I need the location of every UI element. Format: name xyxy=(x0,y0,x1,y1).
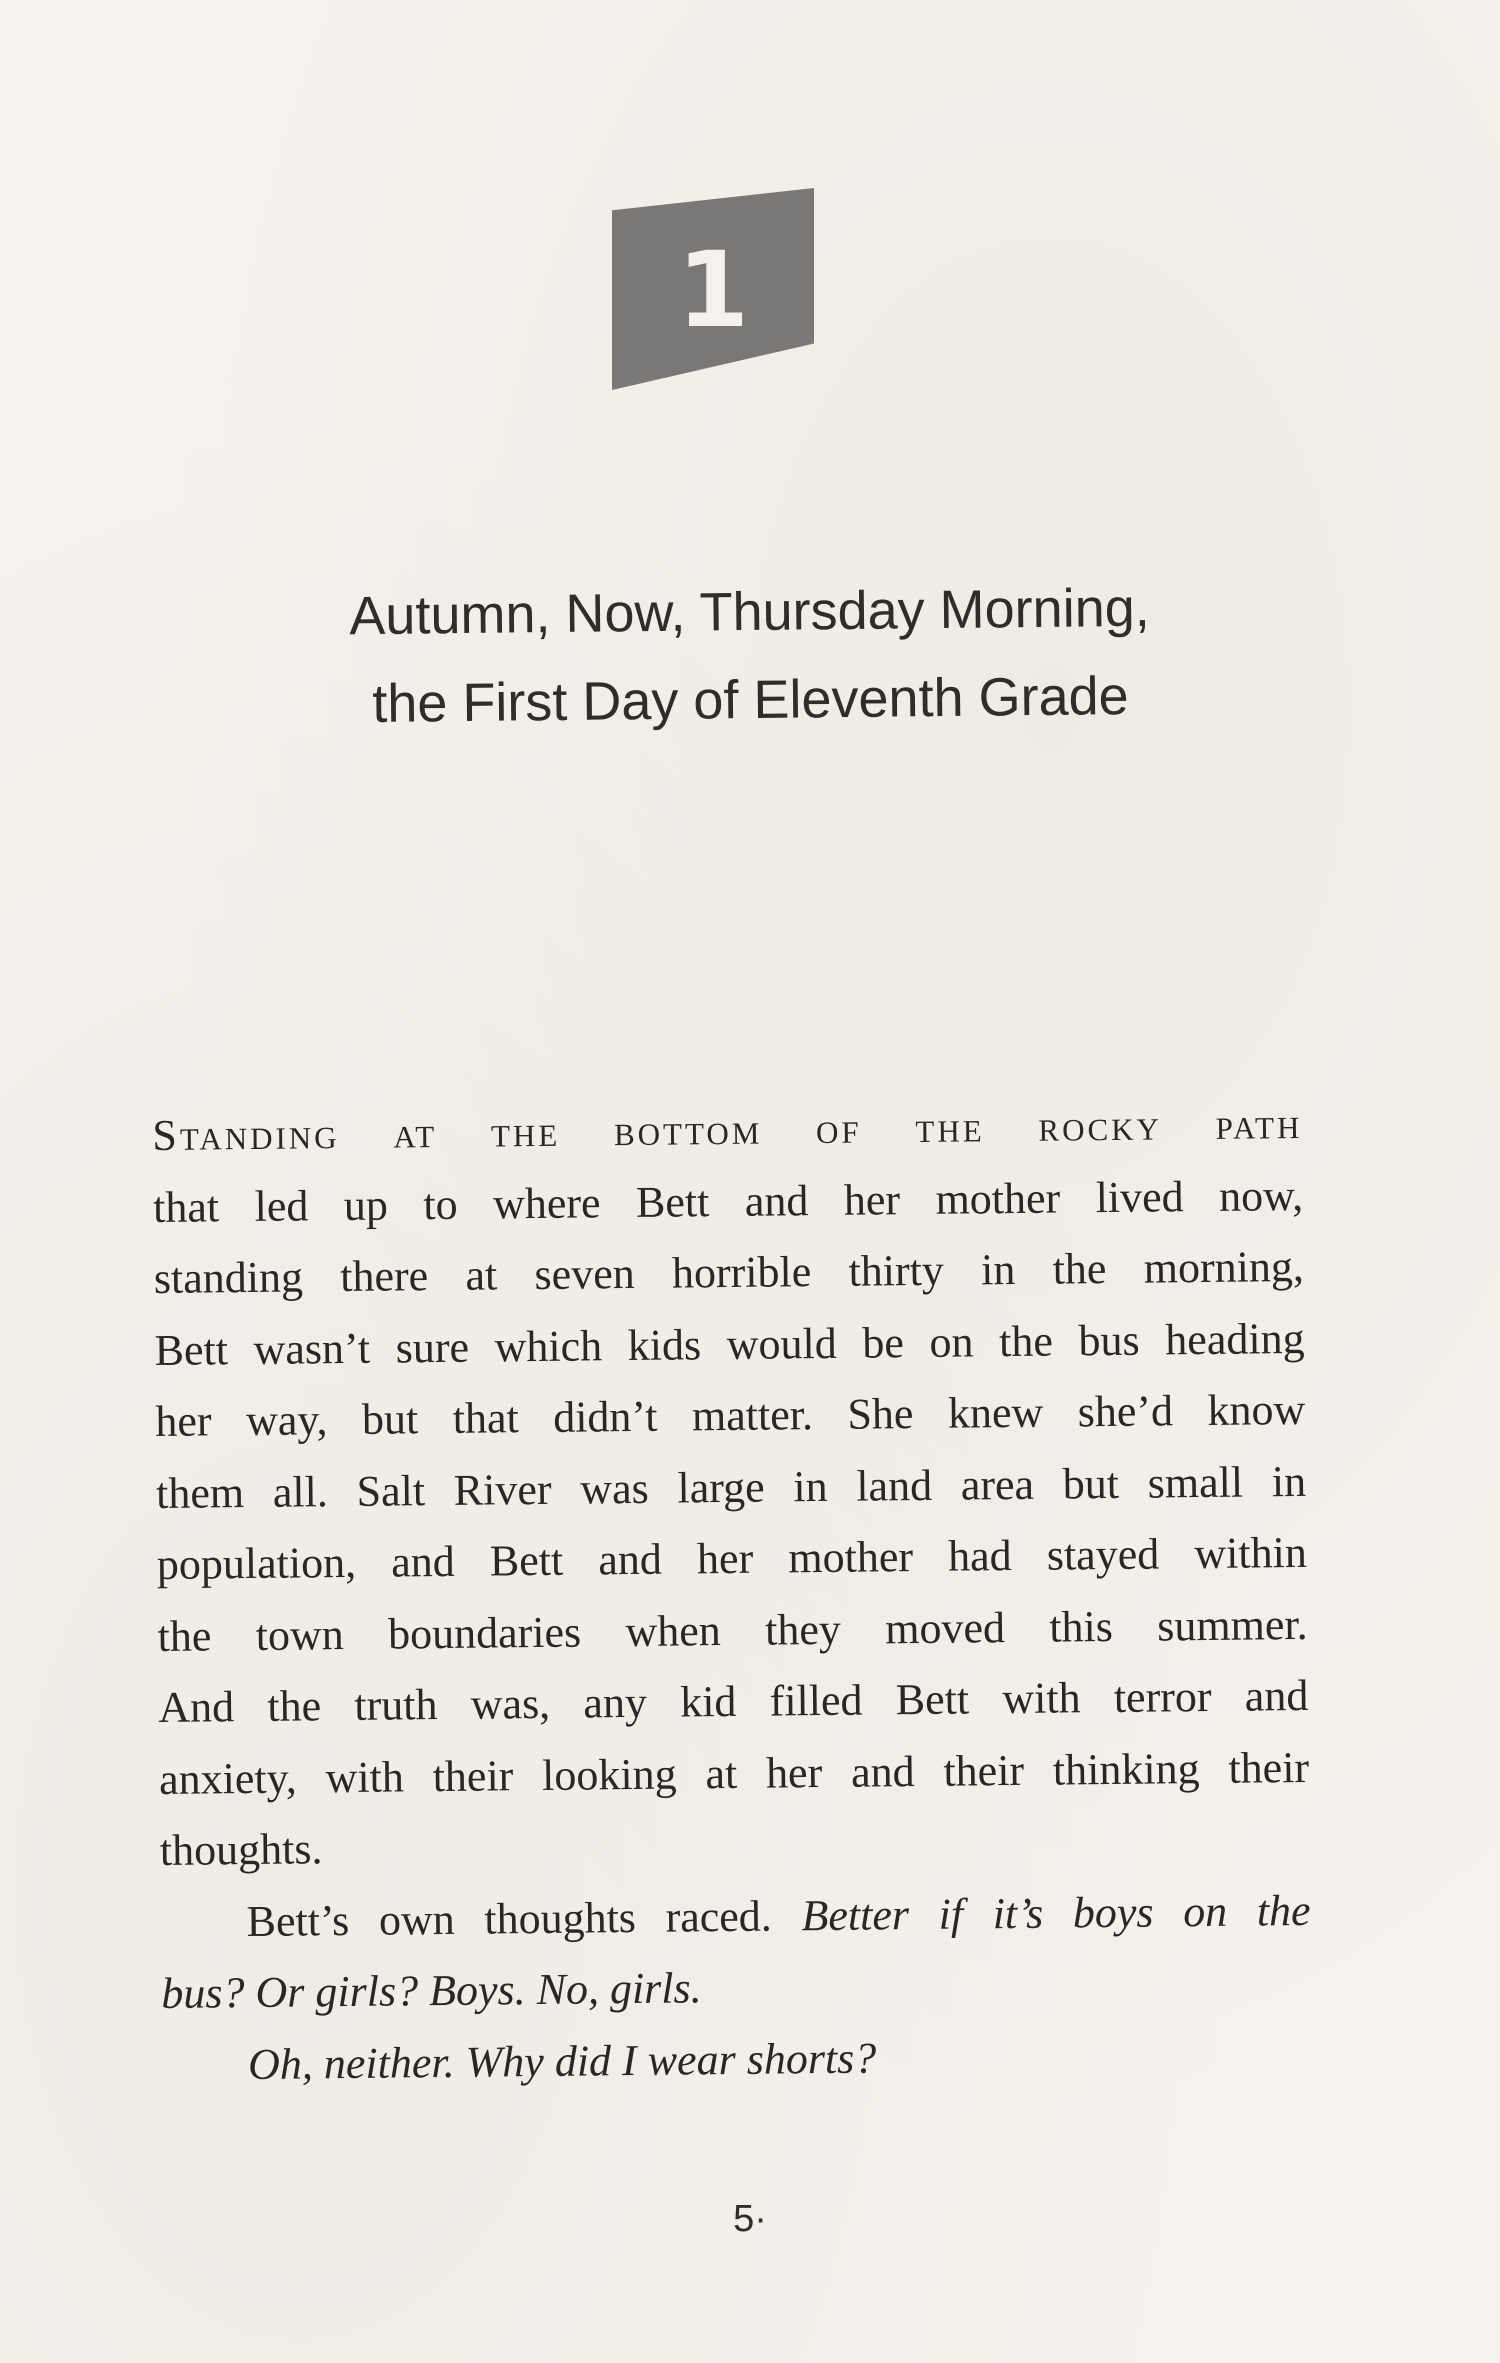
opening-line: Standing at the bottom of the rocky path xyxy=(152,1098,1303,1160)
paragraph-2-line-1 xyxy=(160,1874,1311,1958)
paragraph-3-line: Oh, neither. Why did I wear shorts? xyxy=(247,2032,877,2089)
chapter-number: 1 xyxy=(676,229,750,351)
body-line: And the truth was, any kid filled Bett with terror and xyxy=(158,1670,1309,1732)
body-line: that led up to where Bett and her mother lived now, xyxy=(152,1170,1304,1232)
chapter-title-line-2: the First Day of Eleventh Grade xyxy=(371,666,1129,734)
chapter-body-text xyxy=(152,1088,1312,2101)
body-line: her way, but that didn’t matter. She knew she’d know xyxy=(155,1384,1306,1446)
body-line: population, and Bett and her mother had stayed within xyxy=(156,1527,1308,1589)
body-line: Bett wasn’t sure which kids would be on the bus heading xyxy=(154,1313,1305,1375)
chapter-title xyxy=(199,562,1301,750)
paragraph-2-roman: Bett’s own thoughts raced. xyxy=(246,1890,802,1946)
page-number: 5· xyxy=(733,2198,767,2240)
body-line: them all. Salt River was large in land area but small in xyxy=(155,1456,1307,1518)
body-line: the town boundaries when they moved this summer. xyxy=(157,1599,1308,1661)
paragraph-2-italic: Better if it’s boys on the xyxy=(801,1885,1311,1940)
body-line: standing there at seven horrible thirty in the morning, xyxy=(153,1241,1305,1303)
chapter-title-line-1: Autumn, Now, Thursday Morning, xyxy=(349,577,1151,647)
body-line: thoughts. xyxy=(159,1824,323,1875)
body-line: anxiety, with their looking at her and their thinking their xyxy=(158,1742,1310,1804)
paragraph-2-line-2: bus? Or girls? Boys. No, girls. xyxy=(161,1963,702,2018)
